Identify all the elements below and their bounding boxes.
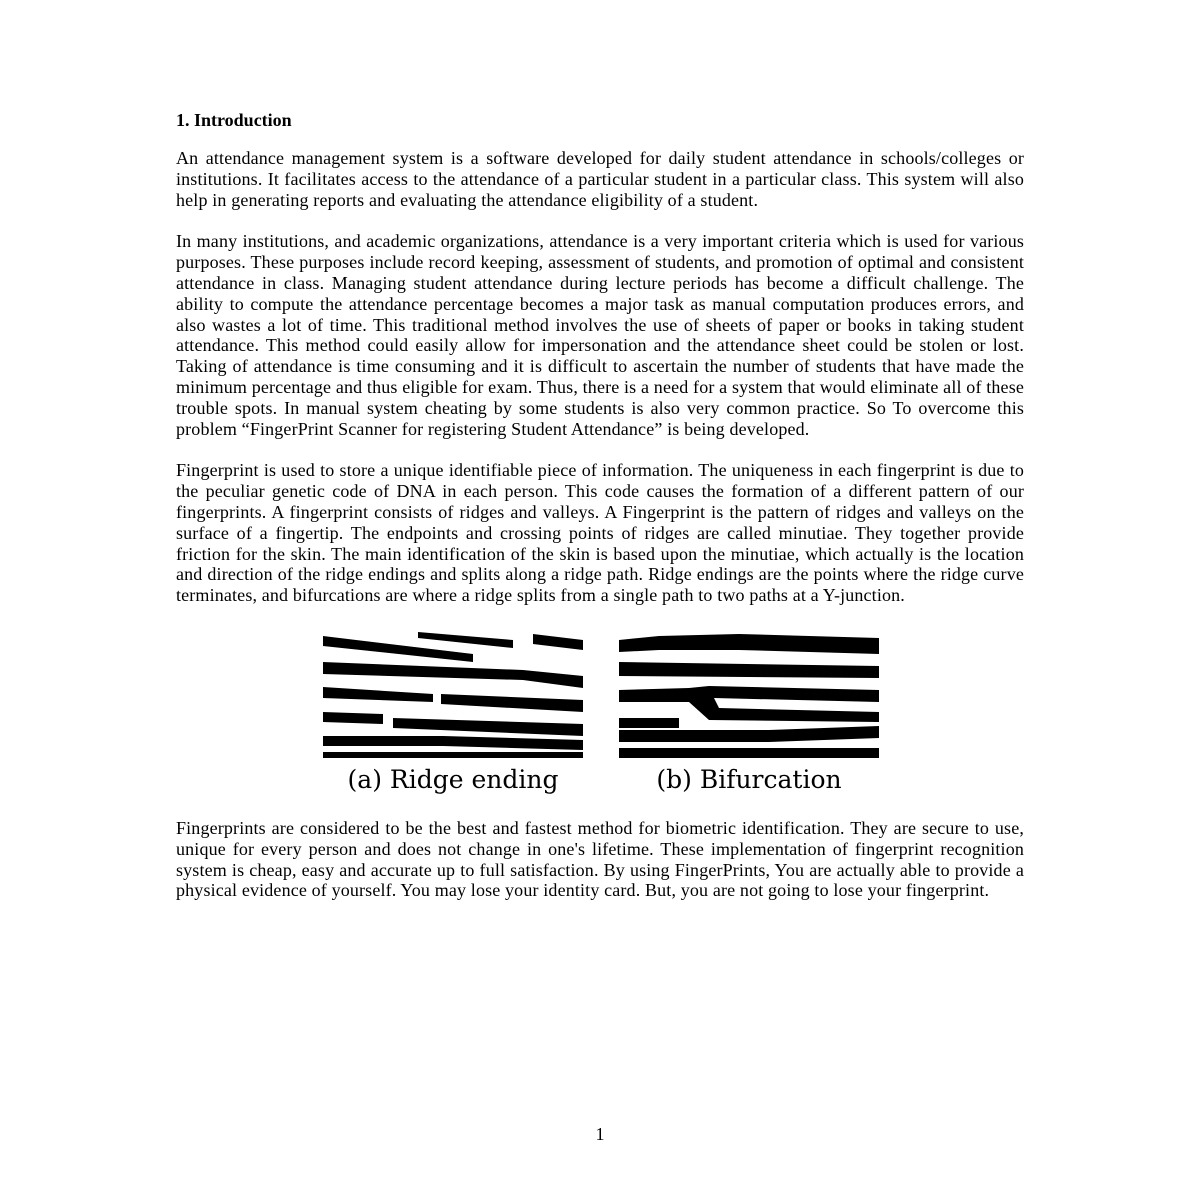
ridge-ending-image <box>323 632 583 758</box>
paragraph-2: In many institutions, and academic organizations, attendance is a very important criteria which is used for various purposes. These purposes include record keeping, assessment of students, and promotion of optimal and consistent attendance in class. Managing student attendance during lecture periods has become a difficult challenge. The ability to compute the attendance percentage becomes a major task as manual computation produces errors, and also wastes a lot of time. This traditional method involves the use of sheets of paper or books in taking student attendance. This method could easily allow for impersonation and the attendance sheet could be stolen or lost. Taking of attendance is time consuming and it is difficult to ascertain the number of students that have made the minimum percentage and thus eligible for exam. Thus, there is a need for a system that would eliminate all of these trouble spots. In manual system cheating by some students is also very common practice. So To overcome this problem “FingerPrint Scanner for registering Student Attendance” is being developed. <box>176 231 1024 439</box>
figure-row <box>176 632 1024 796</box>
section-heading: 1. Introduction <box>176 110 292 130</box>
figure-bifurcation <box>619 632 879 796</box>
page-number: 1 <box>595 1124 605 1144</box>
paragraph-3: Fingerprint is used to store a unique identifiable piece of information. The uniqueness in each fingerprint is due to the peculiar genetic code of DNA in each person. This code causes the formation of a different pattern of our fingerprints. A fingerprint consists of ridges and valleys. A Fingerprint is the pattern of ridges and valleys on the surface of a fingertip. The endpoints and crossing points of ridges are called minutiae. They together provide friction for the skin. The main identification of the skin is based upon the minutiae, which actually is the location and direction of the ridge endings and splits along a ridge path. Ridge endings are the points where the ridge curve terminates, and bifurcations are where a ridge splits from a single path to two paths at a Y-junction. <box>176 460 1024 606</box>
figure-caption-a: (a) Ridge ending <box>347 764 559 794</box>
document-page <box>176 108 1024 922</box>
paragraph-1: An attendance management system is a software developed for daily student attendance in schools/colleges or institutions. It facilitates access to the attendance of a particular student in a particular class. This system will also help in generating reports and evaluating the attendance eligibility of a student. <box>176 148 1024 210</box>
bifurcation-image <box>619 632 879 758</box>
figure-caption-b: (b) Bifurcation <box>656 764 842 794</box>
figure-ridge-ending <box>323 632 583 796</box>
paragraph-4: Fingerprints are considered to be the best and fastest method for biometric identification. They are secure to use, unique for every person and does not change in one's lifetime. These implementation of fingerprint recognition system is cheap, easy and accurate up to full satisfaction. By using FingerPrints, You are actually able to provide a physical evidence of yourself. You may lose your identity card. But, you are not going to lose your fingerprint. <box>176 817 1024 901</box>
